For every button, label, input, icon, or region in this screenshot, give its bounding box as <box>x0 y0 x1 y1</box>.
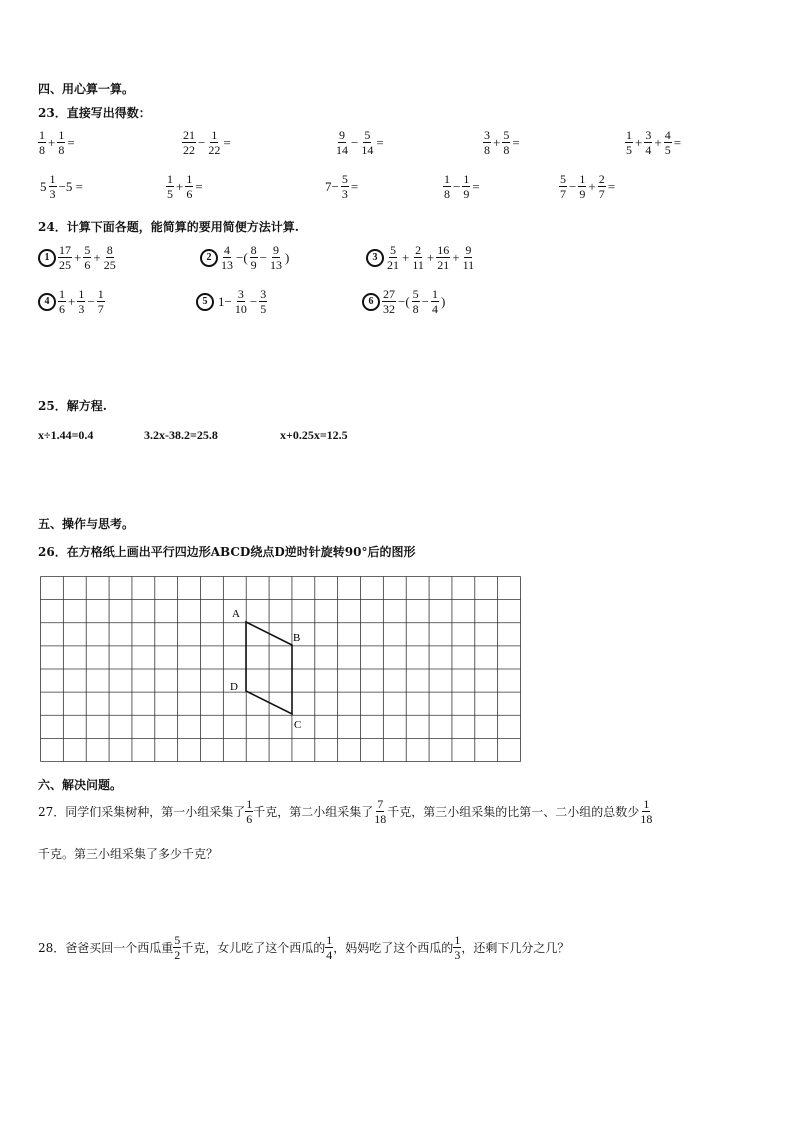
fraction: $\frac{9}{14}$ <box>336 128 348 157</box>
fraction: $\frac{5}{7}$ <box>560 172 566 201</box>
operator: − <box>421 293 430 309</box>
q23-expression <box>625 128 683 157</box>
q23-expression <box>443 172 482 201</box>
item-number-badge: 4 <box>38 293 56 311</box>
fraction: $\frac{1}{22}$ <box>208 128 221 157</box>
q27-fraction-3: $\frac{1}{18}$ <box>640 797 653 826</box>
label-c: C <box>294 719 302 731</box>
fraction: $\frac{8}{25}$ <box>103 243 116 272</box>
operator: − <box>198 134 206 150</box>
fraction: $\frac{4}{13}$ <box>221 243 233 272</box>
item-number-badge: 3 <box>366 249 384 267</box>
fraction: $\frac{1}{5}$ <box>167 172 173 201</box>
fraction: $\frac{16}{21}$ <box>437 243 450 272</box>
q28-text-3: ，妈妈吃了这个西瓜的 <box>333 941 454 955</box>
q23-expression <box>38 172 85 201</box>
operator: + <box>493 134 501 150</box>
label-d: D <box>230 681 238 693</box>
fraction: $\frac{1}{6}$ <box>186 172 193 201</box>
q23-expression <box>559 172 617 201</box>
operator: 5 <box>40 178 47 194</box>
fraction: $\frac{1}{4}$ <box>432 287 439 316</box>
section5-title: 五、操作与思考。 <box>38 517 135 531</box>
fraction: $\frac{2}{7}$ <box>598 172 605 201</box>
operator: −( <box>236 249 248 265</box>
fraction: $\frac{1}{3}$ <box>78 287 85 316</box>
q23-expression <box>182 128 233 157</box>
operator: = <box>350 178 359 194</box>
operator: −( <box>398 293 410 309</box>
q23-expression <box>323 172 360 201</box>
q23-expression <box>38 128 77 157</box>
equation-3: x+0.25x=12.5 <box>280 428 348 442</box>
operator: = <box>607 178 616 194</box>
fraction: $\frac{3}{5}$ <box>260 287 267 316</box>
operator: 7− <box>325 178 339 194</box>
q28-fraction-1: $\frac{5}{2}$ <box>174 933 181 962</box>
operator: − <box>453 178 461 194</box>
item-number-badge: 6 <box>362 293 380 311</box>
operator: + <box>654 134 662 150</box>
operator: − <box>351 134 359 150</box>
operator: = <box>512 134 520 150</box>
q27-text-3: 千克，第三小组采集的比第一、二小组的总数少 <box>387 805 640 819</box>
q24-expression <box>200 243 291 272</box>
fraction: $\frac{21}{22}$ <box>183 128 195 157</box>
fraction: $\frac{1}{3}$ <box>49 172 56 201</box>
operator: + <box>402 249 410 265</box>
fraction: $\frac{8}{9}$ <box>250 243 257 272</box>
fraction: $\frac{5}{21}$ <box>387 243 399 272</box>
q24-expression <box>366 243 475 272</box>
operator: = <box>673 134 682 150</box>
q27-fraction-2: $\frac{7}{18}$ <box>374 797 387 826</box>
operator: − <box>87 293 95 309</box>
operator: − <box>259 249 268 265</box>
q28-text-4: ，还剩下几分之几？ <box>461 941 570 955</box>
q28-text-1: 28．爸爸买回一个西瓜重 <box>38 941 174 955</box>
label-a: A <box>232 608 240 620</box>
fraction: $\frac{9}{11}$ <box>462 243 475 272</box>
fraction: $\frac{3}{10}$ <box>234 287 247 316</box>
operator: ) <box>441 293 446 309</box>
fraction: $\frac{1}{6}$ <box>59 287 65 316</box>
item-number-badge: 1 <box>38 249 56 267</box>
fraction: $\frac{4}{5}$ <box>664 128 671 157</box>
fraction: $\frac{3}{8}$ <box>484 128 490 157</box>
equation-2: 3.2x-38.2=25.8 <box>144 428 218 442</box>
fraction: $\frac{1}{7}$ <box>97 287 104 316</box>
operator: + <box>588 178 596 194</box>
equation-1: x÷1.44=0.4 <box>38 428 94 442</box>
q23-title: 23．直接写出得数： <box>38 106 151 120</box>
operator: + <box>48 134 56 150</box>
item-number-badge: 5 <box>196 293 214 311</box>
fraction: $\frac{2}{11}$ <box>412 243 424 272</box>
operator: 1− <box>218 293 232 309</box>
q28-fraction-2: $\frac{1}{4}$ <box>326 933 333 962</box>
fraction: $\frac{17}{25}$ <box>59 243 71 272</box>
fraction: $\frac{3}{4}$ <box>645 128 652 157</box>
q24-expression <box>196 287 267 316</box>
operator: − <box>249 293 258 309</box>
q23-expression <box>335 128 386 157</box>
q28-fraction-3: $\frac{1}{3}$ <box>454 933 461 962</box>
label-b: B <box>293 632 301 644</box>
operator: + <box>68 293 76 309</box>
q26-title: 26．在方格纸上画出平行四边形ABCD绕点D逆时针旋转90°后的图形 <box>38 545 416 559</box>
operator: −5 = <box>58 178 83 194</box>
fraction: $\frac{5}{8}$ <box>503 128 510 157</box>
q28-text-2: 千克，女儿吃了这个西瓜的 <box>181 941 326 955</box>
q28-line <box>38 933 569 962</box>
grid-paper <box>40 576 521 762</box>
fraction: $\frac{1}{9}$ <box>579 172 586 201</box>
q24-expression <box>38 243 117 272</box>
q23-expression <box>483 128 522 157</box>
operator: = <box>472 178 480 194</box>
fraction: $\frac{5}{3}$ <box>341 172 348 201</box>
operator: + <box>93 249 101 265</box>
fraction: $\frac{1}{8}$ <box>39 128 45 157</box>
fraction: $\frac{1}{8}$ <box>444 172 450 201</box>
q27-text-2: 千克，第二小组采集了 <box>253 805 374 819</box>
operator: = <box>376 134 384 150</box>
q27-fraction-1: $\frac{1}{6}$ <box>246 797 253 826</box>
operator: − <box>569 178 577 194</box>
item-number-badge: 2 <box>200 249 218 267</box>
operator: ) <box>285 249 290 265</box>
fraction: $\frac{9}{13}$ <box>270 243 283 272</box>
q23-expression <box>166 172 205 201</box>
operator: = <box>67 134 75 150</box>
fraction: $\frac{1}{9}$ <box>463 172 470 201</box>
fraction: $\frac{27}{32}$ <box>383 287 395 316</box>
section4-title: 四、用心算一算。 <box>38 82 135 96</box>
operator: + <box>452 249 460 265</box>
fraction: $\frac{5}{8}$ <box>412 287 419 316</box>
operator: + <box>635 134 643 150</box>
q27-line1 <box>38 797 653 826</box>
q24-expression <box>38 287 105 316</box>
fraction: $\frac{1}{5}$ <box>626 128 632 157</box>
q24-title: 24．计算下面各题，能简算的要用简便方法计算. <box>38 220 299 234</box>
operator: + <box>426 249 435 265</box>
q24-expression <box>362 287 447 316</box>
operator: + <box>176 178 184 194</box>
section6-title: 六、解决问题。 <box>38 778 123 792</box>
fraction: $\frac{5}{6}$ <box>84 243 91 272</box>
operator: + <box>74 249 82 265</box>
q25-title: 25．解方程. <box>38 399 107 413</box>
operator: = <box>223 134 231 150</box>
fraction: $\frac{1}{8}$ <box>58 128 65 157</box>
fraction: $\frac{5}{14}$ <box>361 128 374 157</box>
q27-line2: 千克。第三小组采集了多少千克？ <box>38 847 219 861</box>
q27-text-1: 27．同学们采集树种，第一小组采集了 <box>38 805 246 819</box>
operator: = <box>195 178 203 194</box>
